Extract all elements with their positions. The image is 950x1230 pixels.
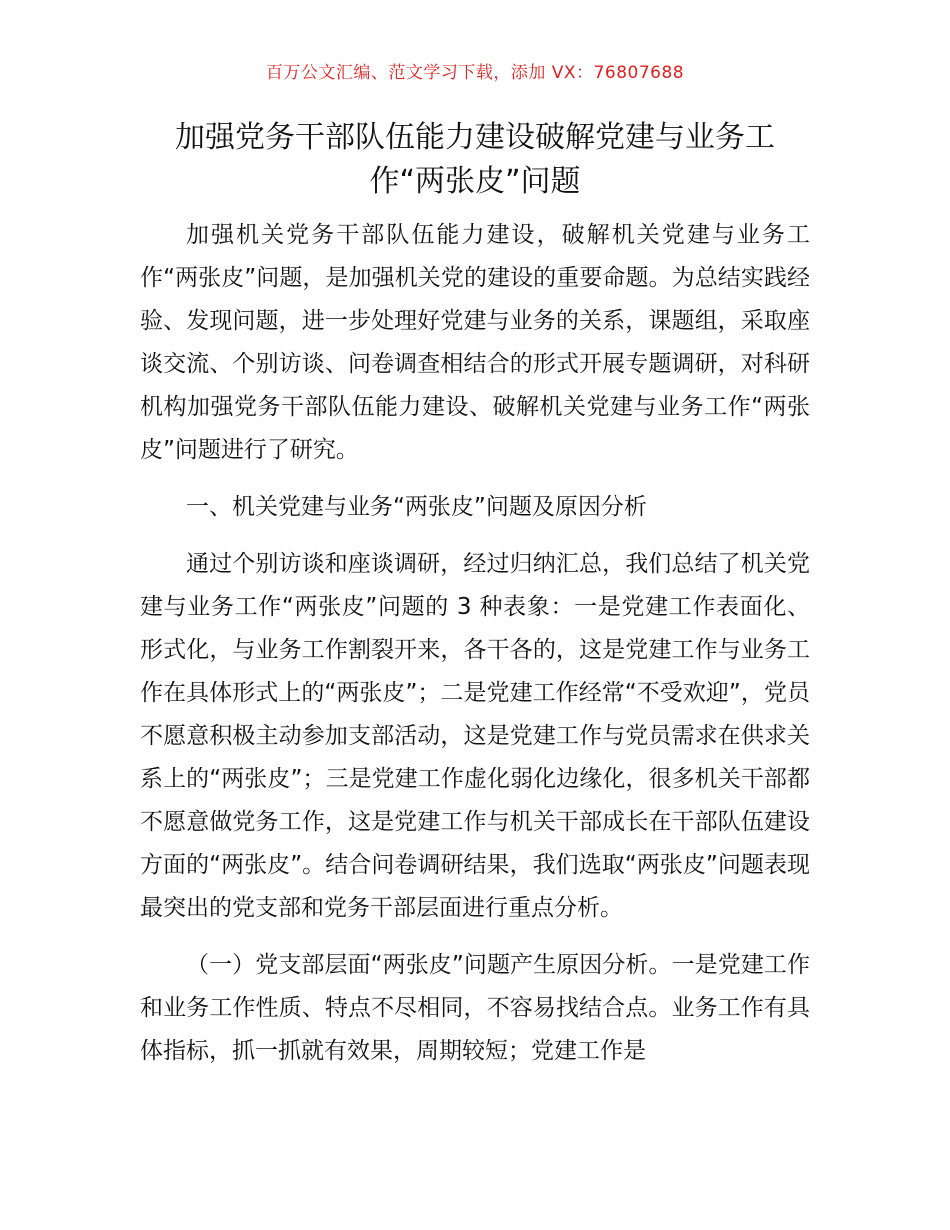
document-body [140,214,810,1087]
paragraph-symptoms: 通过个别访谈和座谈调研，经过归纳汇总，我们总结了机关党建与业务工作“两张皮”问题的 3 种表象：一是党建工作表面化、形式化，与业务工作割裂开来，各干各的，这是党建工作与业务工作在具体形式上的“两张皮”；二是党建工作经常“不受欢迎”，党员不愿意积极主动参加支部活动，这是党建工作与党员需求在供求关系上的“两张皮”；三是党建工作虚化弱化边缘化，很多机关干部都不愿意做党务工作，这是党建工作与机关干部成长在干部队伍建设方面的“两张皮”。结合问卷调研结果，我们选取“两张皮”问题表现最突出的党支部和党务干部层面进行重点分析。 [140,551,810,921]
section-heading: 一、机关党建与业务“两张皮”问题及原因分析 [186,494,647,520]
paragraph-branch-analysis: （一）党支部层面“两张皮”问题产生原因分析。一是党建工作和业务工作性质、特点不尽相同，不容易找结合点。业务工作有具体指标，抓一抓就有效果，周期较短；党建工作是 [140,952,810,1064]
paragraph-intro: 加强机关党务干部队伍能力建设，破解机关党建与业务工作“两张皮”问题，是加强机关党的建设的重要命题。为总结实践经验、发现问题，进一步处理好党建与业务的关系，课题组，采取座谈交流、个别访谈、问卷调查相结合的形式开展专题调研，对科研机构加强党务干部队伍能力建设、破解机关党建与业务工作“两张皮”问题进行了研究。 [140,222,810,463]
header-watermark-note: 百万公文汇编、范文学习下载，添加 VX：76807688 [265,63,685,83]
document-title: 加强党务干部队伍能力建设破解党建与业务工作“两张皮”问题 [175,120,775,199]
